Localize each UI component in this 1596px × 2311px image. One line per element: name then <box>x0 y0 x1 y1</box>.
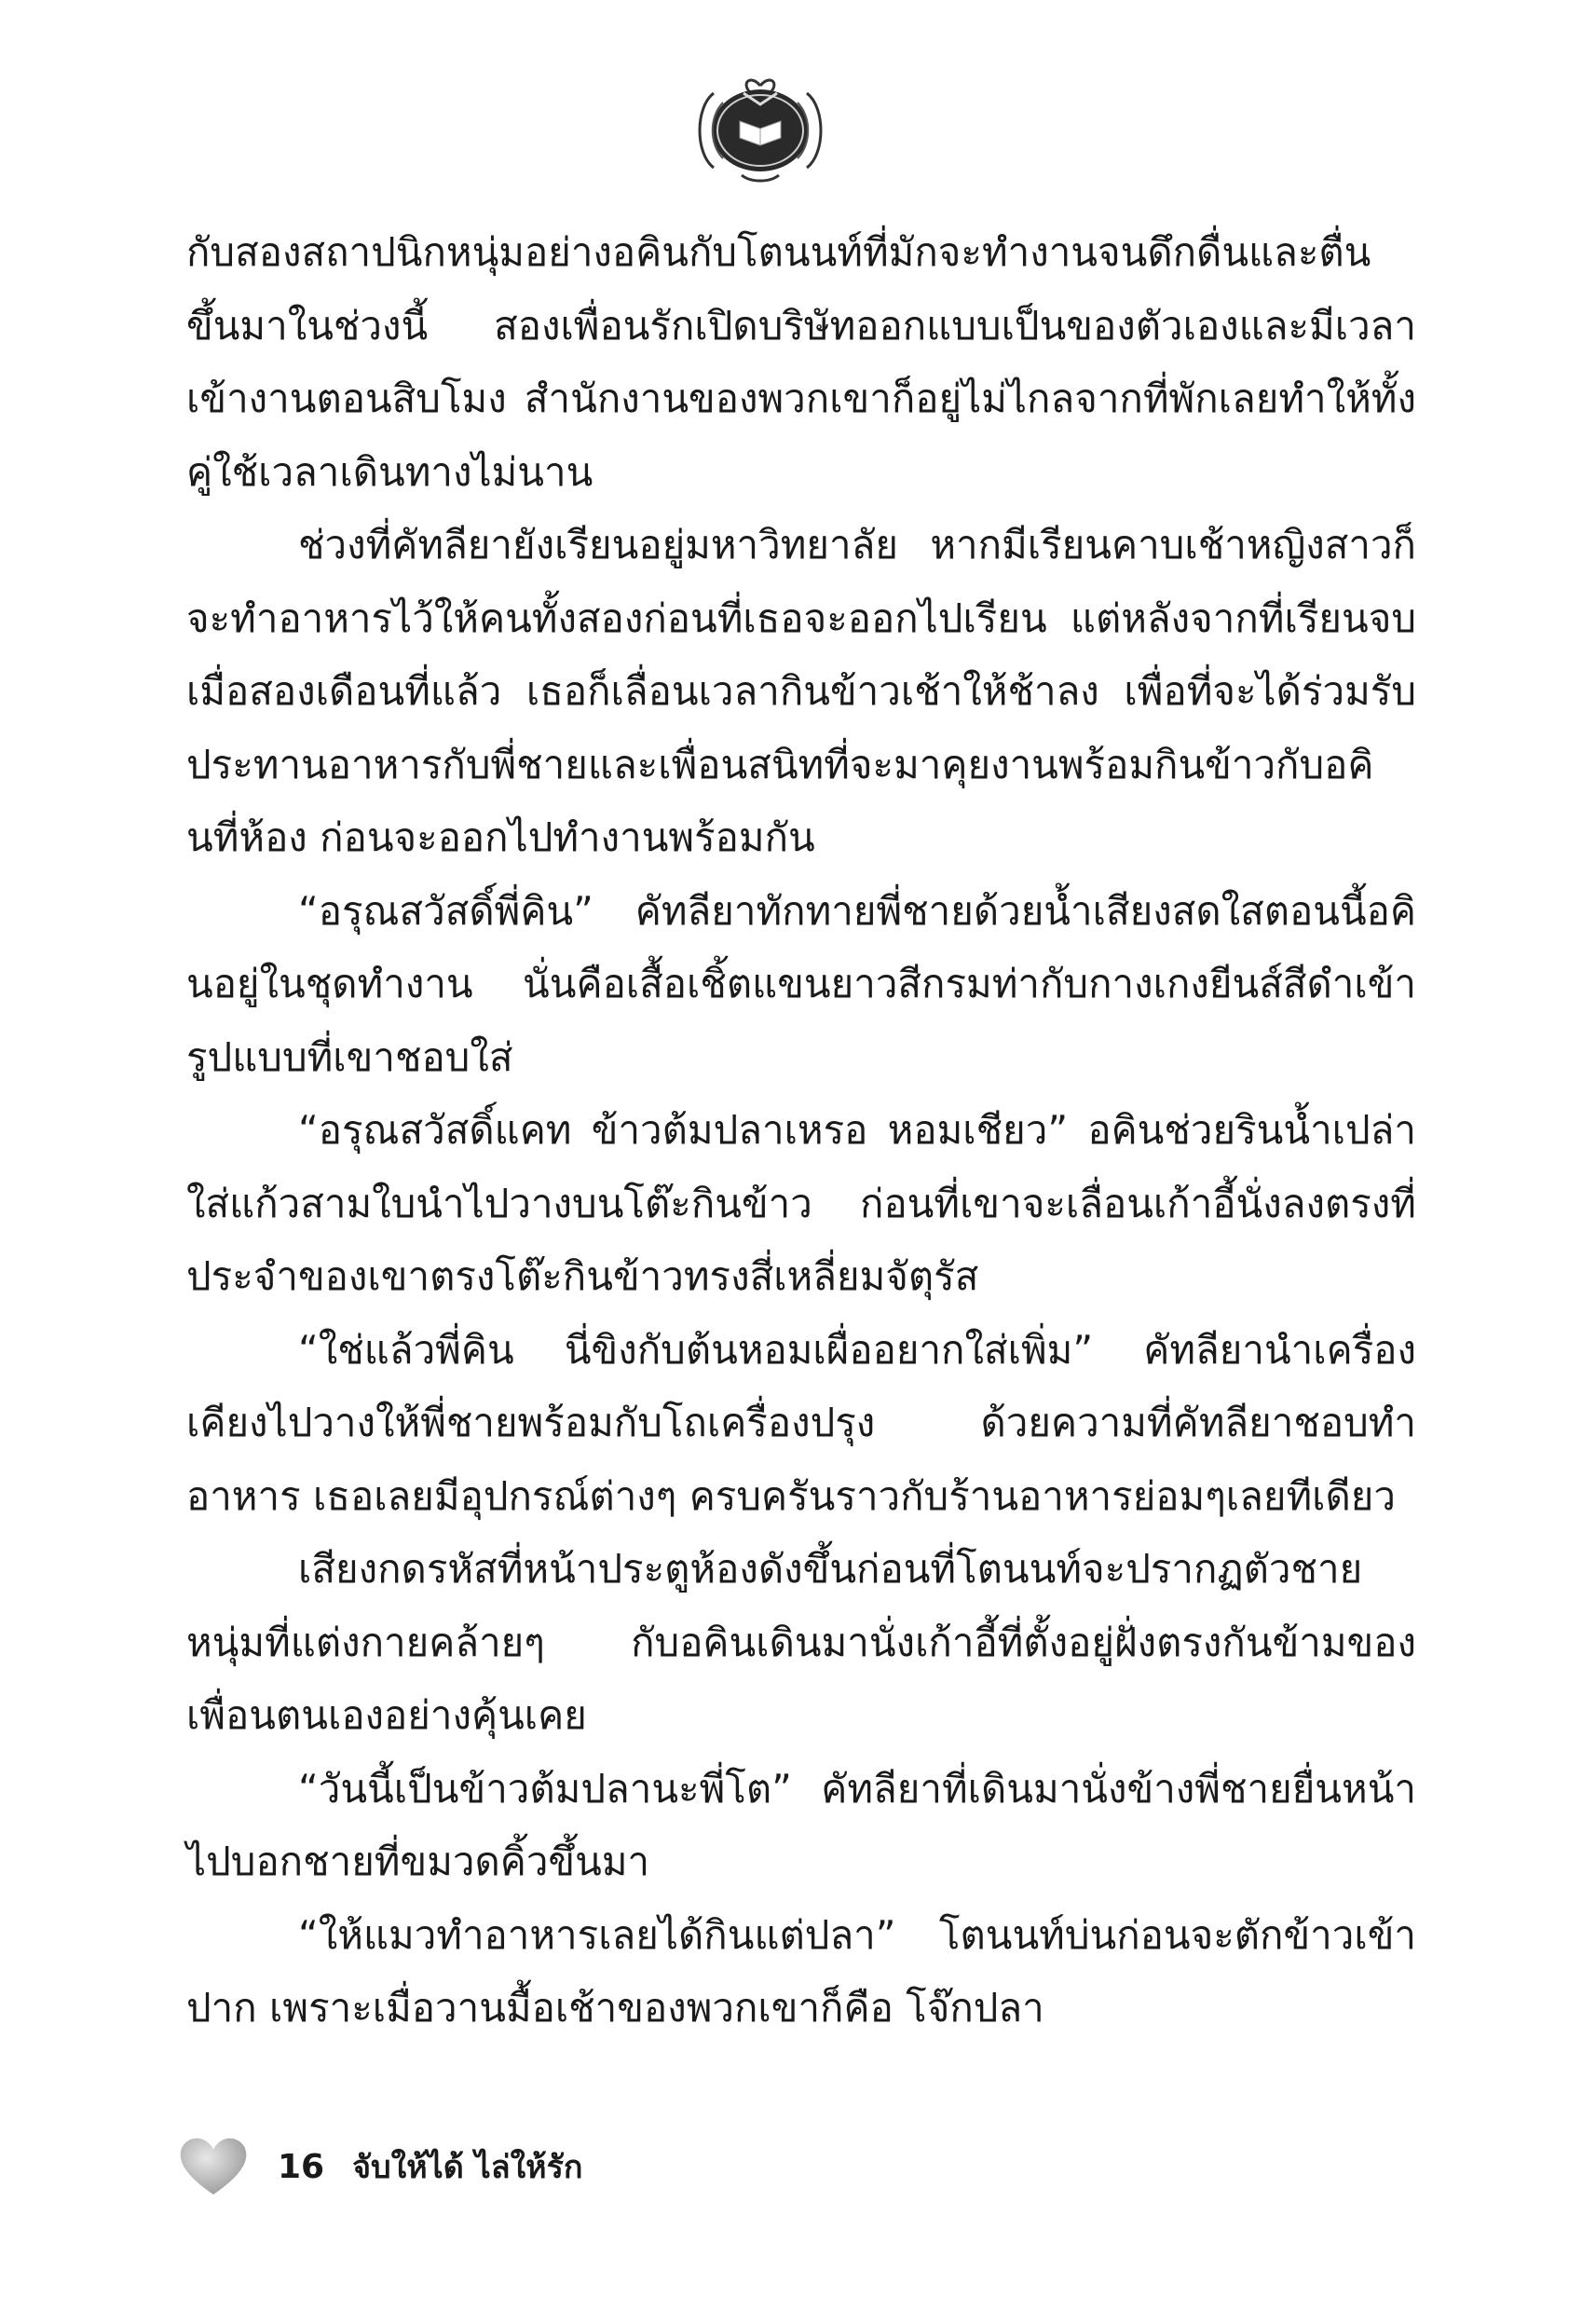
body-text <box>186 216 1416 2045</box>
page-footer <box>177 2134 582 2199</box>
paragraph: “อรุณสวัสดิ์พี่คิน” คัทลียาทักทายพี่ชายด้วยน้ำเสียงสดใสตอนนี้อคินอยู่ในชุดทำงาน นั่นคือเสื้อเชิ้ตแขนยาวสีกรมท่ากับกางเกงยีนส์สีดำเข้ารูปแบบที่เขาชอบใส่ <box>186 887 1416 1080</box>
page-number: 16 <box>278 2147 325 2186</box>
paragraph: ช่วงที่คัทลียายังเรียนอยู่มหาวิทยาลัย หากมีเรียนคาบเช้าหญิงสาวก็จะทำอาหารไว้ให้คนทั้งสองก่อนที่เธอจะออกไปเรียน แต่หลังจากที่เรียนจบเมื่อสองเดือนที่แล้ว เธอก็เลื่อนเวลากินข้าวเช้าให้ช้าลง เพื่อที่จะได้ร่วมรับประทานอาหารกับพี่ชายและเพื่อนสนิทที่จะมาคุยงานพร้อมกินข้าวกับอคินที่ห้อง ก่อนจะออกไปทำงานพร้อมกัน <box>186 522 1416 860</box>
paragraph: “วันนี้เป็นข้าวต้มปลานะพี่โต” คัทลียาที่เดินมานั่งข้างพี่ชายยื่นหน้าไปบอกชายที่ขมวดคิ้วขึ้นมา <box>186 1765 1416 1884</box>
paragraph: เสียงกดรหัสที่หน้าประตูห้องดังขึ้นก่อนที่โตนนท์จะปรากฏตัวชายหนุ่มที่แต่งกายคล้ายๆ กับอคินเดินมานั่งเก้าอี้ที่ตั้งอยู่ฝั่งตรงกันข้ามของเพื่อนตนเองอย่างคุ้นเคย <box>186 1546 1416 1738</box>
paragraph: “ให้แมวทำอาหารเลยได้กินแต่ปลา” โตนนท์บ่นก่อนจะตักข้าวเข้าปาก เพราะเมื่อวานมื้อเช้าของพวกเขาก็คือ โจ๊กปลา <box>186 1911 1416 2031</box>
paragraph: กับสองสถาปนิกหนุ่มอย่างอคินกับโตนนท์ที่มักจะทำงานจนดึกดื่นและตื่นขึ้นมาในช่วงนี้ สองเพื่อนรักเปิดบริษัทออกแบบเป็นของตัวเองและมีเวลาเข้างานตอนสิบโมง สำนักงานของพวกเขาก็อยู่ไม่ไกลจากที่พักเลยทำให้ทั้งคู่ใช้เวลาเดินทางไม่นาน <box>186 229 1416 495</box>
paragraph: “อรุณสวัสดิ์แคท ข้าวต้มปลาเหรอ หอมเชียว” อคินช่วยรินน้ำเปล่าใส่แก้วสามใบนำไปวางบนโต๊ะกินข้าว ก่อนที่เขาจะเลื่อนเก้าอี้นั่งลงตรงที่ประจำของเขาตรงโต๊ะกินข้าวทรงสี่เหลี่ยมจัตุรัส <box>186 1107 1416 1299</box>
paragraph: “ใช่แล้วพี่คิน นี่ขิงกับต้นหอมเผื่ออยากใส่เพิ่ม” คัทลียานำเครื่องเคียงไปวางให้พี่ชายพร้อมกับโถเครื่องปรุง ด้วยความที่คัทลียาชอบทำอาหาร เธอเลยมีอุปกรณ์ต่างๆ ครบครันราวกับร้านอาหารย่อมๆเลยทีเดียว <box>186 1326 1416 1519</box>
ornamental-book-logo-icon <box>686 65 835 196</box>
book-title: จับให้ได้ ไล่ให้รัก <box>352 2149 583 2186</box>
heart-icon <box>177 2135 250 2198</box>
